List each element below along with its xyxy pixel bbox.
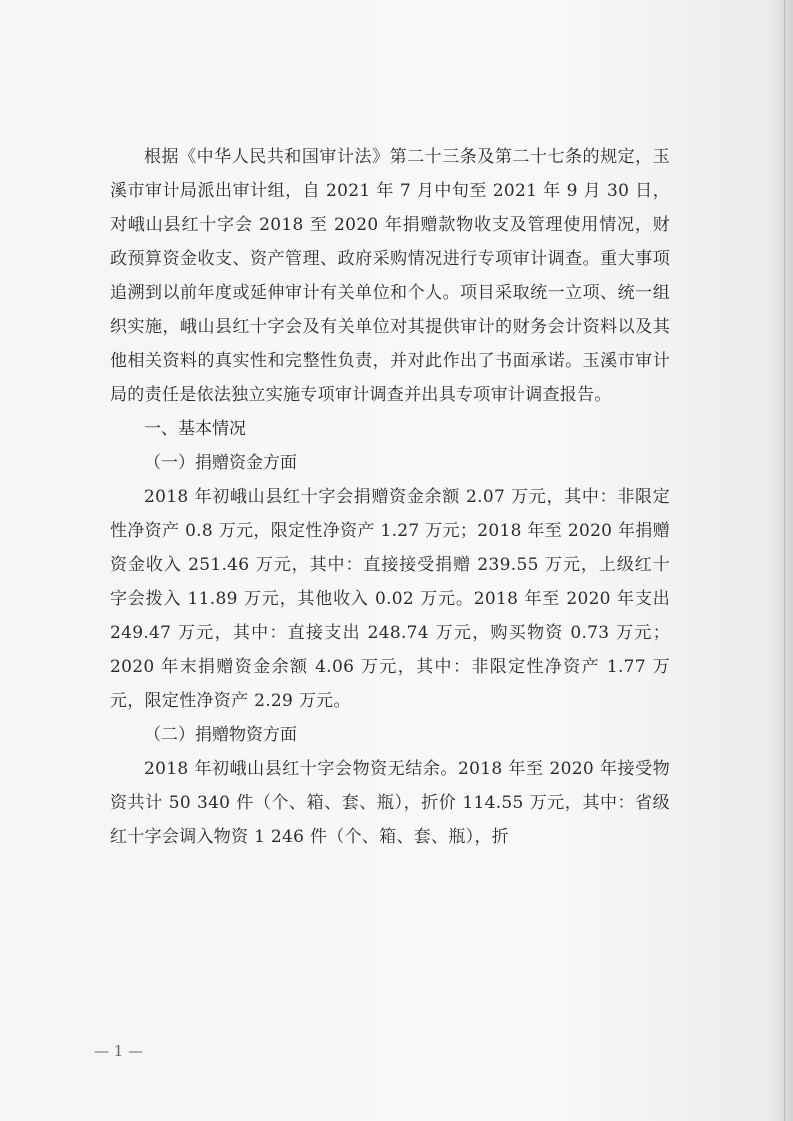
section-heading-basic-info: 一、基本情况: [144, 419, 246, 439]
page-edge-shadow: [784, 0, 785, 1121]
paragraph-audit-basis: 根据《中华人民共和国审计法》第二十三条及第二十七条的规定，玉溪市审计局派出审计组，自 2021 年 7 月中旬至 2021 年 9 月 30 日，对峨山县红十字会 2018 至 2020 年捐赠款物收支及管理使用情况，财政预算资金收支、资产管理、政府采购情况进行专项审计调查。重大事项追溯到以前年度或延伸审计有关单位和个人。项目采取统一立项、统一组织实施，峨山县红十字会及有关单位对其提供审计的财务会计资料以及其他相关资料的真实性和完整性负责，并对此作出了书面承诺。玉溪市审计局的责任是依法独立实施专项审计调查并出具专项审计调查报告。: [110, 147, 670, 405]
page-number: — 1 —: [94, 1042, 144, 1060]
document-body: [110, 140, 670, 854]
subsection-heading-donation-funds: （一）捐赠资金方面: [144, 453, 297, 473]
paragraph-donation-materials: 2018 年初峨山县红十字会物资无结余。2018 年至 2020 年接受物资共计 50 340 件（个、箱、套、瓶），折价 114.55 万元，其中：省级红十字会调入物资 1 246 件（个、箱、套、瓶），折: [110, 759, 670, 847]
subsection-heading-donation-materials: （二）捐赠物资方面: [144, 725, 297, 745]
paragraph-donation-funds: 2018 年初峨山县红十字会捐赠资金余额 2.07 万元，其中：非限定性净资产 0.8 万元，限定性净资产 1.27 万元；2018 年至 2020 年捐赠资金收入 251.46 万元，其中：直接接受捐赠 239.55 万元，上级红十字会拨入 11.89 万元，其他收入 0.02 万元。2018 年至 2020 年支出 249.47 万元，其中：直接支出 248.74 万元，购买物资 0.73 万元；2020 年末捐赠资金余额 4.06 万元，其中：非限定性净资产 1.77 万元，限定性净资产 2.29 万元。: [110, 487, 670, 711]
